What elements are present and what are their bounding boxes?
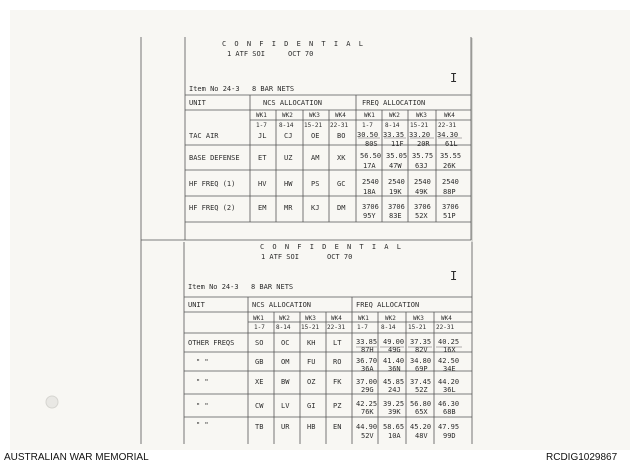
top-col-freq: FREQ ALLOCATION [362, 99, 426, 107]
bottom-row-ncs: SO [255, 339, 264, 347]
bottom-row-freq: 37.00 [356, 378, 378, 386]
top-row-call: 47W [389, 162, 402, 170]
bottom-row-freq: 44.20 [438, 378, 460, 386]
top-corner-mark: I [450, 71, 458, 85]
top-freq-days-4: 22-31 [438, 122, 457, 129]
bottom-row-call: 52Z [415, 386, 428, 394]
bottom-row-ncs: BW [281, 378, 290, 386]
bottom-row-freq: 42.50 [438, 357, 460, 365]
top-row-freq: 3706 [442, 203, 459, 211]
top-item-number: Item No 24-3 [189, 85, 240, 93]
bottom-row-unit: " " [196, 421, 209, 429]
bottom-row-ncs: OZ [307, 378, 316, 386]
top-row-freq: 3706 [362, 203, 379, 211]
bottom-row-freq: 47.95 [438, 423, 460, 431]
bottom-ncs-week-2: WK2 [279, 315, 290, 322]
top-row-freq: 35.05 [386, 152, 408, 160]
bottom-row-call: 48V [415, 432, 428, 440]
top-ncs-week-4: WK4 [335, 112, 346, 119]
bottom-row-call: 52V [361, 432, 374, 440]
bottom-row-freq: 39.25 [383, 400, 405, 408]
top-row-ncs: ET [258, 154, 267, 162]
bottom-row-ncs: XE [255, 378, 264, 386]
top-row-ncs: AM [311, 154, 320, 162]
top-row-freq: 3706 [388, 203, 405, 211]
bottom-row-call: 69P [415, 365, 428, 373]
bottom-row-ncs: LV [281, 402, 290, 410]
top-row-call: 18A [363, 188, 376, 196]
bottom-row-unit: " " [196, 358, 209, 366]
top-row-ncs: HW [284, 180, 293, 188]
top-row-unit: HF FREQ (1) [189, 180, 236, 188]
top-row-freq: 2540 [442, 178, 459, 186]
bottom-ncs-week-3: WK3 [305, 315, 316, 322]
top-row-ncs: DM [337, 204, 346, 212]
bottom-soi: 1 ATF SOI [261, 253, 299, 261]
top-row-ncs: EM [258, 204, 267, 212]
top-row-ncs: XK [337, 154, 346, 162]
bottom-row-freq: 40.25 [438, 338, 460, 346]
bottom-row-freq: 34.80 [410, 357, 432, 365]
top-row-unit: TAC AIR [189, 132, 219, 140]
top-freq-week-3: WK3 [416, 112, 427, 119]
top-row-call: 26K [443, 162, 456, 170]
paper-sheet [10, 10, 630, 450]
bottom-row-freq: 41.40 [383, 357, 405, 365]
top-ncs-days-3: 15-21 [304, 122, 323, 129]
bottom-classification: C O N F I D E N T I A L [260, 243, 403, 251]
bottom-row-call: 87H [361, 346, 374, 354]
bottom-ncs-days-2: 8-14 [276, 324, 291, 331]
bottom-freq-days-2: 8-14 [381, 324, 396, 331]
bottom-row-call: 99D [443, 432, 456, 440]
bottom-ncs-week-4: WK4 [331, 315, 342, 322]
bottom-row-freq: 58.65 [383, 423, 405, 431]
top-row-unit: BASE DEFENSE [189, 154, 240, 162]
top-row-freq: 35.75 [412, 152, 434, 160]
bottom-row-call: 49G [388, 346, 401, 354]
bottom-row-call: 36N [388, 365, 401, 373]
top-row-ncs: UZ [284, 154, 293, 162]
top-date: OCT 70 [288, 50, 314, 58]
top-row-call: 95Y [363, 212, 376, 220]
top-row-ncs: PS [311, 180, 320, 188]
bottom-freq-week-4: WK4 [441, 315, 452, 322]
bottom-row-freq: 33.85 [356, 338, 378, 346]
top-row-call: 11F [391, 140, 404, 148]
top-row-call: 63J [415, 162, 428, 170]
top-row-call: 83E [389, 212, 402, 220]
bottom-freq-week-2: WK2 [385, 315, 396, 322]
bottom-row-call: 24J [388, 386, 401, 394]
bottom-row-freq: 45.20 [410, 423, 432, 431]
bottom-corner-mark: I [450, 269, 458, 283]
bottom-row-ncs: TB [255, 423, 264, 431]
bottom-row-ncs: GI [307, 402, 316, 410]
bottom-row-call: 36L [443, 386, 456, 394]
top-freq-days-2: 8-14 [385, 122, 400, 129]
top-ncs-days-2: 8-14 [279, 122, 294, 129]
bottom-row-call: 36A [361, 365, 374, 373]
bottom-item-number: Item No 24-3 [188, 283, 239, 291]
top-row-freq: 35.55 [440, 152, 462, 160]
bottom-row-freq: 36.70 [356, 357, 378, 365]
top-row-freq: 3706 [414, 203, 431, 211]
top-row-call: 88P [443, 188, 456, 196]
bottom-row-ncs: CW [255, 402, 264, 410]
bottom-freq-days-1: 1-7 [357, 324, 368, 331]
bottom-ncs-days-1: 1-7 [254, 324, 265, 331]
bottom-freq-week-1: WK1 [358, 315, 369, 322]
top-ncs-week-2: WK2 [282, 112, 293, 119]
bottom-row-call: 76K [361, 408, 374, 416]
top-row-ncs: KJ [311, 204, 320, 212]
bottom-row-unit: OTHER FREQS [188, 339, 235, 347]
top-row-freq: 33.20 [409, 131, 431, 139]
bottom-row-ncs: EN [333, 423, 342, 431]
top-row-freq: 34.30 [437, 131, 459, 139]
top-row-freq: 2540 [362, 178, 379, 186]
bottom-row-call: 34E [443, 365, 456, 373]
bottom-row-ncs: LT [333, 339, 342, 347]
bottom-row-ncs: RO [333, 358, 342, 366]
bottom-col-unit: UNIT [188, 301, 205, 309]
top-col-unit: UNIT [189, 99, 206, 107]
top-title: 8 BAR NETS [252, 85, 295, 93]
top-row-call: 19K [389, 188, 402, 196]
bottom-freq-days-3: 15-21 [408, 324, 427, 331]
bottom-row-ncs: HB [307, 423, 316, 431]
top-row-ncs: GC [337, 180, 346, 188]
bottom-freq-week-3: WK3 [413, 315, 424, 322]
top-ncs-week-3: WK3 [309, 112, 320, 119]
top-classification: C O N F I D E N T I A L [222, 40, 365, 48]
bottom-row-freq: 42.25 [356, 400, 378, 408]
bottom-row-call: 10A [388, 432, 401, 440]
footer-institution: AUSTRALIAN WAR MEMORIAL [4, 452, 149, 463]
top-row-call: 17A [363, 162, 376, 170]
bottom-row-ncs: OC [281, 339, 290, 347]
bottom-row-ncs: FK [333, 378, 342, 386]
bottom-ncs-days-3: 15-21 [301, 324, 320, 331]
bottom-ncs-week-1: WK1 [253, 315, 264, 322]
top-row-ncs: BO [337, 132, 346, 140]
top-ncs-days-1: 1-7 [256, 122, 267, 129]
top-row-call: 20R [417, 140, 430, 148]
top-freq-days-1: 1-7 [362, 122, 373, 129]
bottom-row-freq: 46.30 [438, 400, 460, 408]
top-row-ncs: HV [258, 180, 267, 188]
bottom-col-ncs: NCS ALLOCATION [252, 301, 312, 309]
top-freq-week-2: WK2 [389, 112, 400, 119]
top-row-freq: 33.35 [383, 131, 405, 139]
bottom-row-unit: " " [196, 378, 209, 386]
bottom-row-ncs: PZ [333, 402, 342, 410]
bottom-row-call: 82V [415, 346, 428, 354]
bottom-row-freq: 45.85 [383, 378, 405, 386]
top-ncs-days-4: 22-31 [330, 122, 349, 129]
bottom-ncs-days-4: 22-31 [327, 324, 346, 331]
bottom-row-call: 65X [415, 408, 428, 416]
top-row-freq: 56.50 [360, 152, 382, 160]
bottom-row-freq: 49.00 [383, 338, 405, 346]
top-freq-week-1: WK1 [364, 112, 375, 119]
top-row-freq: 2540 [414, 178, 431, 186]
top-row-ncs: JL [258, 132, 267, 140]
bottom-row-freq: 56.80 [410, 400, 432, 408]
bottom-row-freq: 44.90 [356, 423, 378, 431]
top-ncs-week-1: WK1 [256, 112, 267, 119]
bottom-row-ncs: UR [281, 423, 290, 431]
bottom-row-call: 16X [443, 346, 456, 354]
top-row-call: 49K [415, 188, 428, 196]
top-row-call: 80S [365, 140, 378, 148]
bottom-row-call: 39K [388, 408, 401, 416]
bottom-row-call: 68B [443, 408, 456, 416]
top-row-ncs: CJ [284, 132, 293, 140]
bottom-title: 8 BAR NETS [251, 283, 294, 291]
bottom-date: OCT 70 [327, 253, 353, 261]
bottom-row-freq: 37.45 [410, 378, 432, 386]
bottom-row-ncs: KH [307, 339, 316, 347]
top-freq-days-3: 15-21 [410, 122, 429, 129]
top-row-unit: HF FREQ (2) [189, 204, 236, 212]
footer-record-id: RCDIG1029867 [546, 452, 618, 463]
bottom-freq-days-4: 22-31 [436, 324, 455, 331]
top-soi: 1 ATF SOI [227, 50, 265, 58]
top-freq-week-4: WK4 [444, 112, 455, 119]
top-row-ncs: MR [284, 204, 293, 212]
top-row-freq: 30.50 [357, 131, 379, 139]
top-row-ncs: OE [311, 132, 320, 140]
bottom-col-freq: FREQ ALLOCATION [356, 301, 420, 309]
bottom-row-unit: " " [196, 402, 209, 410]
top-col-ncs: NCS ALLOCATION [263, 99, 323, 107]
bottom-row-ncs: GB [255, 358, 264, 366]
bottom-row-ncs: OM [281, 358, 290, 366]
punch-hole [46, 396, 58, 408]
bottom-row-freq: 37.35 [410, 338, 432, 346]
top-row-call: 52X [415, 212, 428, 220]
top-row-call: 61L [445, 140, 458, 148]
top-row-freq: 2540 [388, 178, 405, 186]
bottom-row-call: 29G [361, 386, 374, 394]
top-row-call: 51P [443, 212, 456, 220]
bottom-row-ncs: FU [307, 358, 316, 366]
